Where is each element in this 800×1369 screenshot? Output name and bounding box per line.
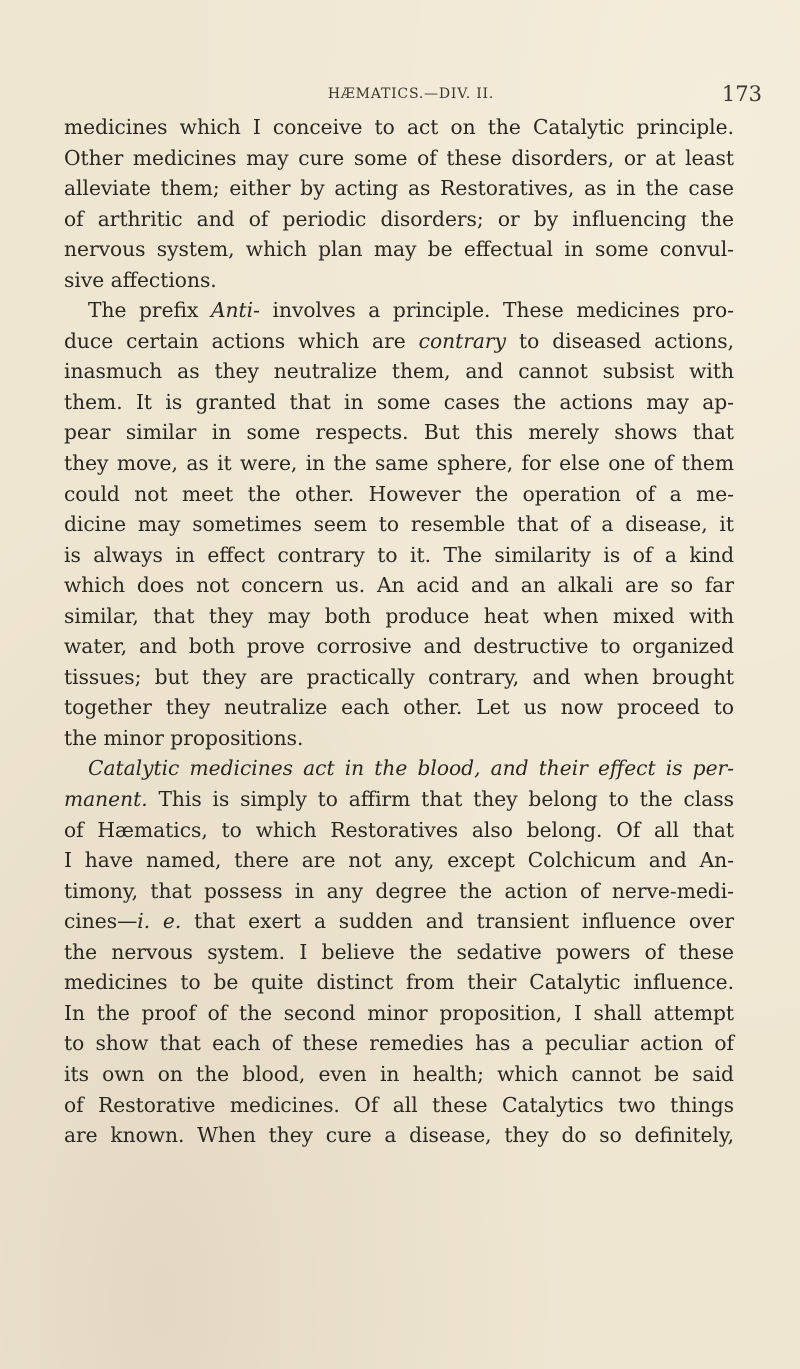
text-segment: to diseased actions, [506,328,734,353]
text-segment: the minor propositions. [64,725,304,750]
text-line [64,265,734,296]
text-segment: of Restorative medicines. Of all these Catalytics two things [64,1092,734,1117]
text-segment: involves a principle. These medicines pro- [259,298,734,323]
page-header [60,82,762,108]
text-line [64,387,734,418]
text-segment: This is simply to affirm that they belong to the class [147,787,734,812]
text-line [64,784,734,815]
text-segment: that exert a sudden and transient influence over [181,909,734,934]
text-line [64,967,734,998]
text-line [64,234,734,265]
text-line [64,570,734,601]
text-line [64,143,734,174]
text-line [64,1059,734,1090]
text-segment: is always in effect contrary to it. The similarity is of a kind [64,542,734,567]
text-line [64,448,734,479]
text-segment: Other medicines may cure some of these disorders, or at least [64,145,734,170]
italic-text: contrary [418,328,506,353]
text-line [64,815,734,846]
text-segment: of Hæmatics, to which Restoratives also belong. Of all that [64,817,734,842]
text-segment: cines— [64,909,138,934]
text-segment: are known. When they cure a disease, they do so definitely, [64,1123,734,1148]
text-line [64,723,734,754]
text-segment: alleviate them; either by acting as Restoratives, as in the case [64,176,734,201]
text-segment: them. It is granted that in some cases the actions may ap- [64,389,734,414]
text-segment: the nervous system. I believe the sedative powers of these [64,939,734,964]
text-segment: pear similar in some respects. But this merely shows that [64,420,734,445]
text-line [64,204,734,235]
text-segment: to show that each of these remedies has a peculiar action of [64,1031,734,1056]
text-line [64,173,734,204]
text-segment: timony, that possess in any degree the action of nerve-medi- [64,878,734,903]
text-segment: dicine may sometimes seem to resemble that of a disease, it [64,512,734,537]
text-segment: which does not concern us. An acid and an alkali are so far [64,573,734,598]
text-segment: could not meet the other. However the operation of a me- [64,481,734,506]
body-text [64,112,734,1151]
text-line [64,845,734,876]
text-line [64,417,734,448]
text-segment: I have named, there are not any, except Colchicum and An- [64,848,734,873]
text-segment: medicines to be quite distinct from their Catalytic influence. [64,970,734,995]
text-line [64,937,734,968]
text-segment: tissues; but they are practically contrary, and when brought [64,664,734,689]
text-segment: The prefix [88,298,211,323]
text-segment: similar, that they may both produce heat when mixed with [64,603,734,628]
text-segment: sive affections. [64,267,217,292]
italic-text: Anti- [210,298,260,323]
text-line [64,295,734,326]
text-line [64,540,734,571]
text-line [64,1028,734,1059]
text-segment: duce certain actions which are [64,328,419,353]
text-segment: water, and both prove corrosive and destructive to organized [64,634,734,659]
text-line [64,876,734,907]
text-segment: In the proof of the second minor proposition, I shall attempt [64,1000,734,1025]
text-line [64,509,734,540]
text-segment: they move, as it were, in the same sphere, for else one of them [64,451,734,476]
text-line [64,662,734,693]
text-line [64,906,734,937]
italic-text: Catalytic medicines act in the blood, and their effect is per- [88,756,734,781]
text-line [64,1120,734,1151]
text-segment: of arthritic and of periodic disorders; or by influencing the [64,206,734,231]
text-line [64,1090,734,1121]
text-segment: together they neutralize each other. Let us now proceed to [64,695,734,720]
text-line [64,753,734,784]
page-number: 173 [721,82,762,106]
text-segment: nervous system, which plan may be effectual in some convul- [64,237,734,262]
text-line [64,998,734,1029]
text-line [64,631,734,662]
text-line [64,326,734,357]
text-line [64,479,734,510]
text-line [64,692,734,723]
text-segment: inasmuch as they neutralize them, and cannot subsist with [64,359,734,384]
running-head: HÆMATICS.—DIV. II. [327,86,495,102]
text-segment: its own on the blood, even in health; which cannot be said [64,1061,734,1086]
text-segment: medicines which I conceive to act on the Catalytic principle. [64,115,734,139]
text-line [64,356,734,387]
italic-text: i. e. [137,909,182,934]
italic-text: manent. [64,787,148,812]
text-line [64,112,734,143]
text-line [64,601,734,632]
